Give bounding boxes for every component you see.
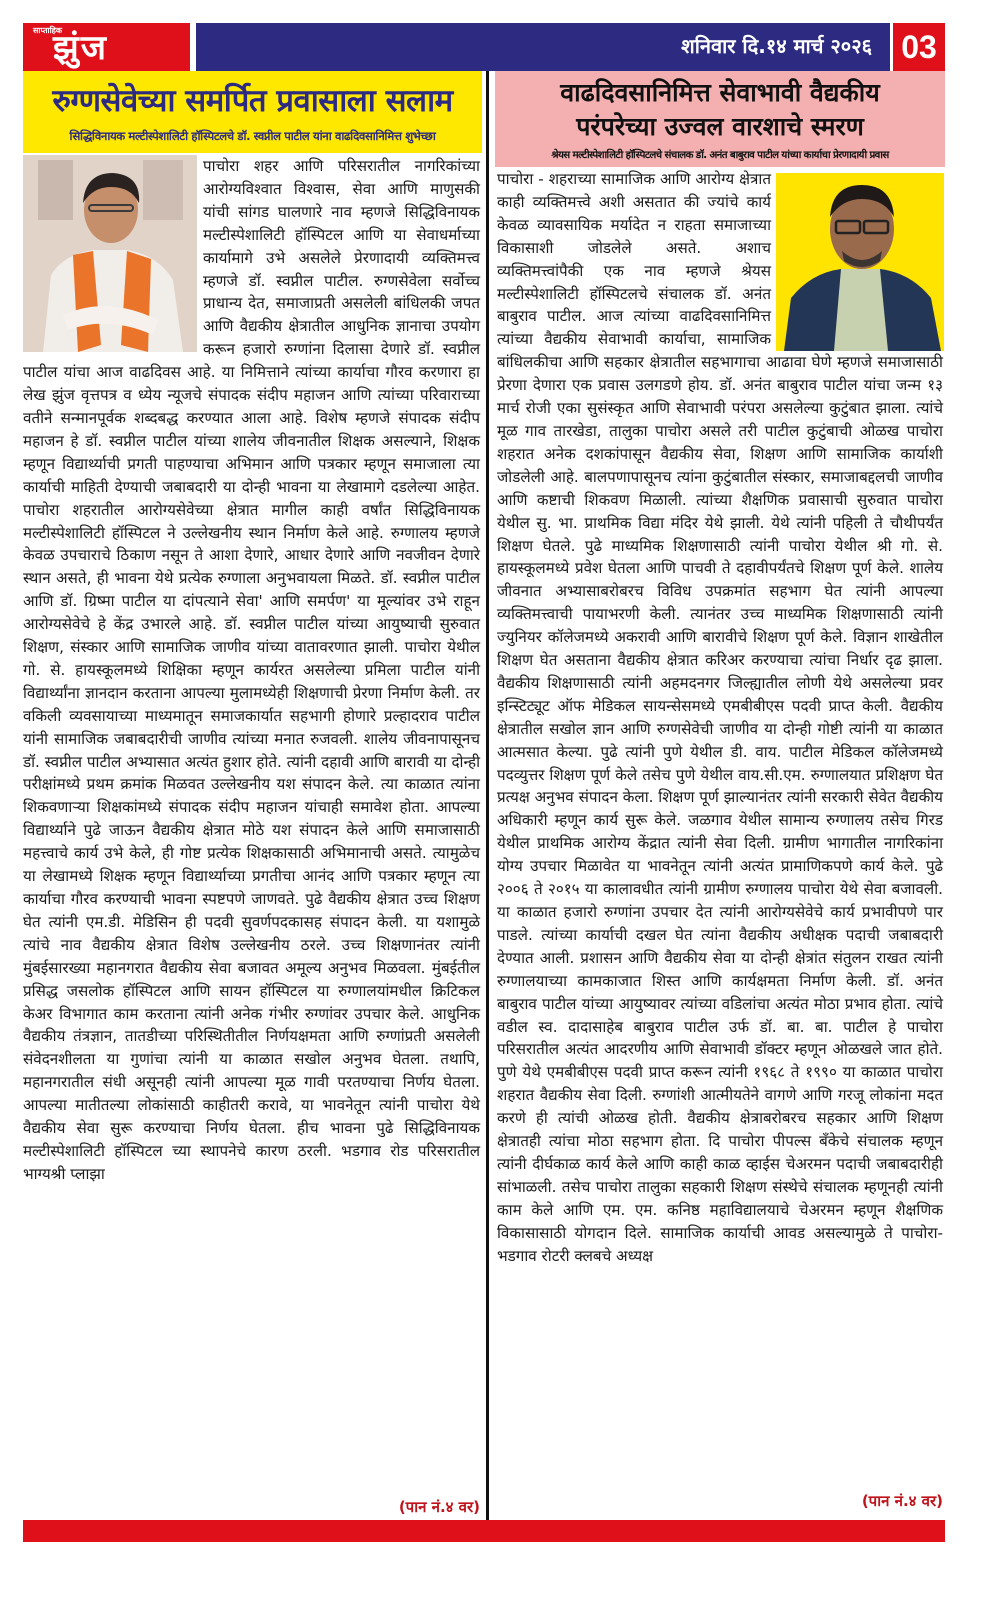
page-number: 03: [893, 23, 945, 71]
footer-bar: [23, 1520, 945, 1542]
right-article-header: [495, 71, 945, 167]
left-article-header: [23, 71, 482, 153]
left-article-text: पाचोरा शहर आणि परिसरातील नागरिकांच्या आरोग्यविश्वात विश्वास, सेवा आणि माणुसकी यांची सांगड घालणारे नाव म्हणजे सिद्धिविनायक मल्टीस्पेशालिटी हॉस्पिटल आणि या सेवाधर्माच्या कार्यामागे उभे असलेले प्रेरणादायी व्यक्तिमत्त्व म्हणजे डॉ. स्वप्नील पाटील. रुग्णसेवेला सर्वोच्च प्राधान्य देत, समाजाप्रती असलेली बांधिलकी जपत आणि वैद्यकीय क्षेत्रातील आधुनिक ज्ञानाचा उपयोग करून हजारो रुग्णांना दिलासा देणारे डॉ. स्वप्नील पाटील यांचा आज वाढदिवस आहे. या निमित्ताने त्यांच्या कार्याचा गौरव करणारा हा लेख झुंज वृत्तपत्र व ध्येय न्यूजचे संपादक संदीप महाजन आणि त्यांच्या परिवाराच्या वतीने सन्मानपूर्वक शब्दबद्ध करण्यात आला आहे. विशेष म्हणजे संपादक संदीप महाजन हे डॉ. स्वप्नील पाटील यांच्या शालेय जीवनातील शिक्षक असल्याने, शिक्षक म्हणून विद्यार्थ्याची प्रगती पाहण्याचा अभिमान आणि पत्रकार म्हणून समाजाला त्या कार्याची माहिती देण्याची जबाबदारी या दोन्ही भावना या लेखामागे दडलेल्या आहेत. पाचोरा शहरातील आरोग्यसेवेच्या क्षेत्रात मागील काही वर्षांत सिद्धिविनायक मल्टीस्पेशालिटी हॉस्पिटल ने उल्लेखनीय स्थान निर्माण केले आहे. रुग्णालय म्हणजे केवळ उपचाराचे ठिकाण नसून ते आशा देणारे, आधार देणारे आणि नवजीवन देणारे स्थान असते, ही भावना येथे प्रत्येक रुग्णाला अनुभवायला मिळते. डॉ. स्वप्नील पाटील आणि डॉ. ग्रिष्मा पाटील या दांपत्याने सेवा' आणि समर्पण' या मूल्यांवर उभे राहून आरोग्यसेवेचे हे केंद्र उभारले आहे. डॉ. स्वप्नील पाटील यांच्या आयुष्याची सुरुवात शिक्षण, संस्कार आणि सामाजिक जाणीव यांच्या वातावरणात झाली. पाचोरा येथील गो. से. हायस्कूलमध्ये शिक्षिका म्हणून कार्यरत असलेल्या प्रमिला पाटील यांनी विद्यार्थ्यांना ज्ञानदान करताना आपल्या मुलामध्येही शिक्षणाची प्रेरणा निर्माण केली. तर वकिली व्यवसायाच्या माध्यमातून समाजकार्यात सहभागी होणारे प्रल्हादराव पाटील यांनी सामाजिक जबाबदारीची जाणीव त्यांच्या मनात रुजवली. शालेय जीवनापासूनच डॉ. स्वप्नील पाटील अभ्यासात अत्यंत हुशार होते. त्यांनी दहावी आणि बारावी या दोन्ही परीक्षांमध्ये प्रथम क्रमांक मिळवत उल्लेखनीय यश संपादन केले. त्या काळात त्यांना शिकवणाऱ्या शिक्षकांमध्ये संपादक संदीप महाजन यांचाही समावेश होता. आपल्या विद्यार्थ्याने पुढे जाऊन वैद्यकीय क्षेत्रात मोठे यश संपादन केले आणि समाजासाठी महत्त्वाचे कार्य उभे केले, ही गोष्ट प्रत्येक शिक्षकासाठी अभिमानाची असते. त्यामुळेच या लेखामध्ये शिक्षक म्हणून विद्यार्थ्याच्या प्रगतीचा आनंद आणि पत्रकार म्हणून त्या कार्याचा गौरव करण्याची भावना स्पष्टपणे जाणवते. पुढे वैद्यकीय क्षेत्रात उच्च शिक्षण घेत त्यांनी एम.डी. मेडिसिन ही पदवी सुवर्णपदकासह संपादन केली. या यशामुळे त्यांचे नाव वैद्यकीय क्षेत्रात विशेष उल्लेखनीय ठरले. उच्च शिक्षणानंतर त्यांनी मुंबईसारख्या महानगरात वैद्यकीय सेवा बजावत अमूल्य अनुभव मिळवला. मुंबईतील प्रसिद्ध जसलोक हॉस्पिटल आणि सायन हॉस्पिटल या रुग्णालयांमधील क्रिटिकल केअर विभागात काम करताना त्यांनी अनेक गंभीर रुग्णांवर उपचार केले. आधुनिक वैद्यकीय तंत्रज्ञान, तातडीच्या परिस्थितीतील निर्णयक्षमता आणि रुग्णांप्रती असलेली संवेदनशीलता या गुणांचा त्यांनी या काळात सखोल अनुभव घेतला. तथापि, महानगरातील संधी असूनही त्यांनी आपल्या मूळ गावी परतण्याचा निर्णय घेतला. आपल्या मातीतल्या लोकांसाठी काहीतरी करावे, या भावनेतून त्यांनी पाचोरा येथे वैद्यकीय सेवा सुरू करण्याचा निर्णय घेतला. हीच भावना पुढे सिद्धिविनायक मल्टीस्पेशालिटी हॉस्पिटल च्या स्थापनेचे कारण ठरली. भडगाव रोड परिसरातील भाग्यश्री प्लाझा: [23, 157, 480, 1183]
date-band: [196, 23, 890, 71]
right-continued-note[interactable]: (पान नं.४ वर): [861, 1492, 943, 1510]
issue-date: शनिवार दि.१४ मार्च २०२६: [681, 34, 872, 58]
right-article-subtitle: श्रेयस मल्टीस्पेशालिटी हॉस्पिटलचे संचालक डॉ. अनंत बाबुराव पाटील यांच्या कार्याचा प्रेरणादायी प्रवास: [551, 150, 889, 161]
left-article-body: [23, 155, 480, 1186]
left-photo-spacer: [23, 155, 203, 353]
left-continued-note[interactable]: (पान नं.४ वर): [398, 1498, 480, 1516]
newspaper-masthead: [23, 23, 190, 71]
masthead-kicker: साप्ताहिक: [33, 26, 63, 35]
right-article-body: [497, 168, 943, 1268]
right-article-title-line2: परंपरेच्या उज्वल वारशाचे स्मरण: [576, 112, 864, 141]
column-divider: [486, 71, 489, 1521]
right-article-title-line1: वाढदिवसानिमित्त सेवाभावी वैद्यकीय: [560, 78, 880, 107]
left-article-subtitle: सिद्धिविनायक मल्टीस्पेशालिटी हॉस्पिटलचे डॉ. स्वप्नील पाटील यांना वाढदिवसानिमित्त शुभेच्छा: [69, 129, 436, 143]
right-article-text: पाचोरा - शहराच्या सामाजिक आणि आरोग्य क्षेत्रात काही व्यक्तिमत्त्वे अशी असतात की ज्यांचे कार्य केवळ व्यावसायिक मर्यादेत न राहता समाजाच्या विकासाशी जोडलेले असते. अशाच व्यक्तिमत्त्वांपैकी एक नाव म्हणजे श्रेयस मल्टीस्पेशालिटी हॉस्पिटलचे संचालक डॉ. अनंत बाबुराव पाटील. आज त्यांच्या वाढदिवसानिमित्त त्यांच्या वैद्यकीय सेवाभावी कार्याचा, सामाजिक बांधिलकीचा आणि सहकार क्षेत्रातील सहभागाचा आढावा घेणे म्हणजे समाजासाठी प्रेरणा देणारा एक प्रवास उलगडणे होय. डॉ. अनंत बाबुराव पाटील यांचा जन्म १३ मार्च रोजी एका सुसंस्कृत आणि सेवाभावी परंपरा असलेल्या कुटुंबात झाला. त्यांचे मूळ गाव तारखेडा, तालुका पाचोरा असले तरी पाटील कुटुंबाची ओळख पाचोरा शहरात अनेक दशकांपासून वैद्यकीय सेवा, शिक्षण आणि सामाजिक कार्याशी जोडलेली आहे. बालपणापासूनच त्यांना कुटुंबातील संस्कार, समाजाबद्दलची जाणीव आणि कष्टाची शिकवण मिळाली. त्यांच्या शैक्षणिक प्रवासाची सुरुवात पाचोरा येथील सु. भा. प्राथमिक विद्या मंदिर येथे झाली. येथे त्यांनी पहिली ते चौथीपर्यंत शिक्षण घेतले. पुढे माध्यमिक शिक्षणासाठी त्यांनी पाचोरा येथील श्री गो. से. हायस्कूलमध्ये प्रवेश घेतला आणि पाचवी ते दहावीपर्यंतचे शिक्षण पूर्ण केले. शालेय जीवनात अभ्यासाबरोबरच विविध उपक्रमांत सहभाग घेत त्यांनी आपल्या व्यक्तिमत्त्वाची पायाभरणी केली. त्यानंतर उच्च माध्यमिक शिक्षणासाठी त्यांनी ज्युनियर कॉलेजमध्ये अकरावी आणि बारावीचे शिक्षण पूर्ण केले. विज्ञान शाखेतील शिक्षण घेत असताना वैद्यकीय क्षेत्रात करिअर करण्याचा त्यांचा निर्धार दृढ झाला. वैद्यकीय शिक्षणासाठी त्यांनी अहमदनगर जिल्ह्यातील लोणी येथे असलेल्या प्रवर इन्स्टिट्यूट ऑफ मेडिकल सायन्सेसमध्ये एमबीबीएस पदवी प्राप्त केली. वैद्यकीय क्षेत्रातील सखोल ज्ञान आणि रुग्णसेवेची जाणीव या दोन्ही गोष्टी त्यांनी या काळात आत्मसात केल्या. पुढे त्यांनी पुणे येथील डी. वाय. पाटील मेडिकल कॉलेजमध्ये पदव्युत्तर शिक्षण पूर्ण केले तसेच पुणे येथील वाय.सी.एम. रुग्णालयात प्रशिक्षण घेत प्रत्यक्ष अनुभव संपादन केला. शिक्षण पूर्ण झाल्यानंतर त्यांनी सरकारी सेवेत वैद्यकीय अधिकारी म्हणून कार्य सुरू केले. जळगाव येथील सामान्य रुग्णालय तसेच गिरड येथील प्राथमिक आरोग्य केंद्रात त्यांनी सेवा दिली. ग्रामीण भागातील नागरिकांना योग्य उपचार मिळावेत या भावनेतून त्यांनी अत्यंत प्रामाणिकपणे कार्य केले. पुढे २००६ ते २०१५ या कालावधीत त्यांनी ग्रामीण रुग्णालय पाचोरा येथे सेवा बजावली. या काळात हजारो रुग्णांना उपचार देत त्यांनी आरोग्यसेवेचे कार्य प्रभावीपणे पार पाडले. त्यांच्या कार्याची दखल घेत त्यांना वैद्यकीय अधीक्षक पदाची जबाबदारी देण्यात आली. प्रशासन आणि वैद्यकीय सेवा या दोन्ही क्षेत्रांत संतुलन राखत त्यांनी रुग्णालयाच्या कामकाजात शिस्त आणि कार्यक्षमता निर्माण केली. डॉ. अनंत बाबुराव पाटील यांच्या आयुष्यावर त्यांच्या वडिलांचा अत्यंत मोठा प्रभाव होता. त्यांचे वडील स्व. दादासाहेब बाबुराव पाटील उर्फ डॉ. बा. बा. पाटील हे पाचोरा परिसरातील अत्यंत आदरणीय आणि सेवाभावी डॉक्टर म्हणून ओळखले जात होते. पुणे येथे एमबीबीएस पदवी प्राप्त करून त्यांनी १९६८ ते १९९० या काळात पाचोरा शहरात वैद्यकीय सेवा दिली. रुग्णांशी आत्मीयतेने वागणे आणि गरजू लोकांना मदत करणे ही त्यांची ओळख होती. वैद्यकीय क्षेत्राबरोबरच सहकार आणि शिक्षण क्षेत्रातही त्यांचा मोठा सहभाग होता. दि पाचोरा पीपल्स बँकेचे संचालक म्हणून त्यांनी दीर्घकाळ कार्य केले आणि काही काळ व्हाईस चेअरमन पदाची जबाबदारीही सांभाळली. तसेच पाचोरा तालुका सहकारी शिक्षण संस्थेचे संचालक म्हणूनही त्यांनी काम केले आणि एम. एम. कनिष्ठ महाविद्यालयाचे चेअरमन म्हणून शैक्षणिक विकासासाठी योगदान दिले. सामाजिक कार्याची आवड असल्यामुळे ते पाचोरा-भडगाव रोटरी क्लबचे अध्यक्ष: [497, 170, 943, 1265]
right-photo-spacer: [771, 168, 943, 351]
left-article-title: रुग्णसेवेच्या समर्पित प्रवासाला सलाम: [52, 83, 453, 119]
newspaper-logo: झुंज: [53, 28, 108, 68]
